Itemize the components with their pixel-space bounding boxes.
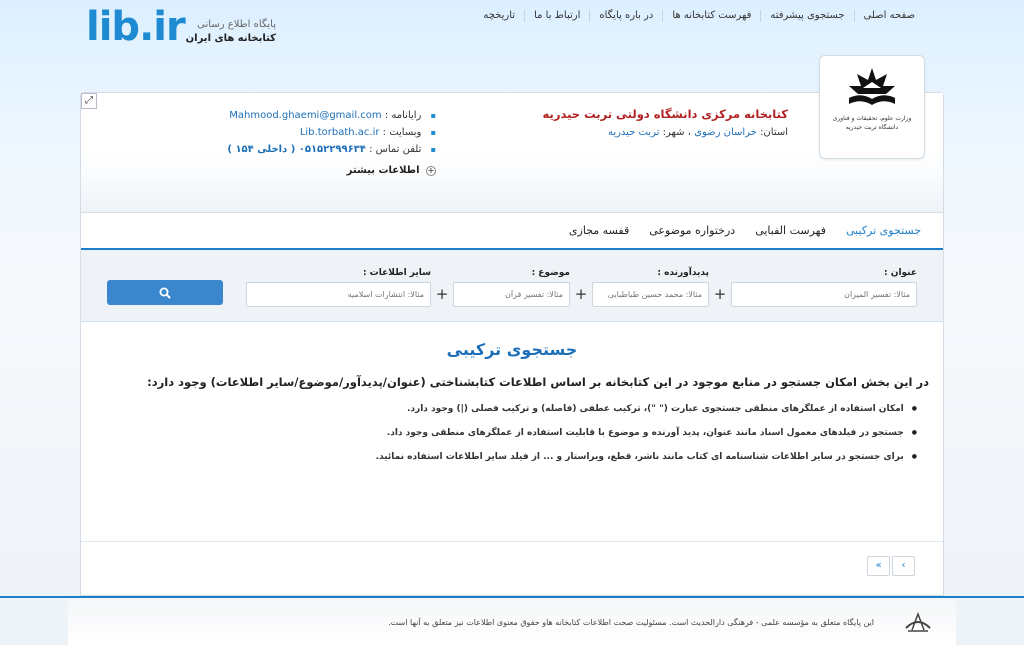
- site-logo[interactable]: [86, 4, 276, 54]
- contact-phone: ۰۵۱۵۲۲۹۹۶۳۴ ( داخلی ۱۵۴ ): [227, 144, 366, 155]
- contact-email[interactable]: Mahmood.ghaemi@gmail.com: [229, 110, 382, 121]
- search-icon: [159, 287, 171, 299]
- pager-prev-button[interactable]: ‹: [892, 556, 915, 576]
- library-name: کتابخانه مرکزی دانشگاه دولتی تربت حیدریه: [542, 107, 788, 121]
- pager-first-button[interactable]: «: [867, 556, 890, 576]
- search-form: [81, 250, 943, 322]
- pager-divider: [81, 541, 943, 542]
- page-footer: [68, 598, 956, 645]
- search-tabs: [81, 213, 943, 250]
- nav-library-list[interactable]: فهرست کتابخانه ها: [662, 10, 760, 22]
- library-province[interactable]: خراسان رضوی: [694, 127, 757, 138]
- other-info-input[interactable]: [246, 282, 431, 307]
- contact-phone-row: ▪ تلفن تماس : ۰۵۱۵۲۲۹۹۶۳۴ ( داخلی ۱۵۴ ): [226, 141, 436, 158]
- darolhadith-icon: [904, 610, 932, 637]
- tab-virtual-shelf[interactable]: قفسه مجازی: [568, 224, 630, 237]
- footer-text: این پایگاه متعلق به مؤسسه علمی - فرهنگی دارالحدیث است. مسئولیت صحت اطلاعات کتابخانه هاو حقوق معنوی اطلاعات نیز متعلق به آنها است.: [388, 618, 874, 627]
- tab-combined-search[interactable]: جستجوی ترکیبی: [846, 224, 921, 237]
- nav-home[interactable]: صفحه اصلی: [854, 10, 924, 22]
- list-item: ● امکان استفاده از عملگرهای منطقی جستجوی عبارت (" ")، ترکیب عطفی (فاصله) و ترکیب فصلی (|) وجود دارد.: [81, 397, 917, 421]
- main-panel: [80, 92, 944, 596]
- expand-icon[interactable]: ⤢: [81, 93, 97, 109]
- list-item: ● جستجو در فیلدهای معمول اسناد مانند عنوان، پدید آورنده و موضوع با قابلیت استفاده از عملگرهای منطقی وجود داد.: [81, 421, 917, 445]
- tab-alphabetical-list[interactable]: فهرست الفبایی: [755, 224, 826, 237]
- subject-field-group: [431, 268, 570, 308]
- subject-add-button[interactable]: +: [435, 285, 449, 303]
- content-title: جستجوی ترکیبی: [446, 340, 578, 359]
- library-location: استان: خراسان رضوی ، شهر: تربت حیدریه: [607, 127, 788, 138]
- author-add-button[interactable]: +: [574, 285, 588, 303]
- university-emblem-icon: [843, 66, 901, 110]
- library-city[interactable]: تربت حیدریه: [607, 127, 660, 138]
- pagination: [867, 556, 917, 576]
- help-content: [81, 322, 943, 469]
- tab-subject-tree[interactable]: درختواره موضوعی: [649, 224, 736, 237]
- subject-input[interactable]: [453, 282, 570, 307]
- logo-subtitle: [186, 18, 276, 46]
- plus-circle-icon: +: [427, 166, 435, 175]
- subject-label: موضوع :: [531, 268, 570, 278]
- logo-subtitle-line1: پایگاه اطلاع رسانی: [197, 19, 276, 30]
- top-navigation: [474, 10, 924, 22]
- contact-website[interactable]: Lib.torbath.ac.ir: [299, 127, 380, 138]
- content-intro: در این بخش امکان جستجو در منابع موجود در این کتابخانه بر اساس اطلاعات کتابشناختی (عنوان/پدیدآور/موضوع/سایر اطلاعات) وجود دارد:: [147, 375, 929, 389]
- title-field-group: [709, 268, 917, 308]
- author-input[interactable]: [592, 282, 709, 307]
- library-contact: [226, 107, 436, 179]
- search-button[interactable]: [107, 280, 223, 305]
- other-info-label: سایر اطلاعات :: [362, 268, 431, 278]
- library-header: [81, 93, 943, 213]
- contact-website-row: ▪ وبسایت : Lib.torbath.ac.ir: [226, 124, 436, 141]
- logo-subtitle-line2: کتابخانه های ایران: [185, 33, 276, 44]
- author-field-group: [570, 268, 709, 308]
- university-emblem: [819, 55, 925, 159]
- title-add-button[interactable]: +: [713, 285, 727, 303]
- nav-about[interactable]: در باره پایگاه: [589, 10, 662, 22]
- list-item: ● برای جستجو در سایر اطلاعات شناسنامه ای کتاب مانند ناشر، قطع، ویراستار و ... از فیلد سایر اطلاعات استفاده نمائید.: [81, 445, 917, 469]
- title-input[interactable]: [731, 282, 917, 307]
- other-info-field-group: [246, 268, 431, 308]
- author-label: پدیدآورنده :: [657, 268, 709, 278]
- nav-advanced-search[interactable]: جستجوی پیشرفته: [760, 10, 853, 22]
- logo-wordmark: lib.ir: [86, 4, 185, 50]
- nav-contact[interactable]: ارتباط با ما: [524, 10, 589, 22]
- more-info-link[interactable]: + اطلاعات بیشتر: [346, 165, 435, 176]
- title-label: عنوان :: [884, 268, 917, 278]
- library-info: [543, 107, 788, 138]
- contact-email-row: ▪ رایانامه : Mahmood.ghaemi@gmail.com: [226, 107, 436, 124]
- emblem-caption: وزارت علوم، تحقیقات و فناوری دانشگاه تربت حیدریه: [832, 115, 912, 131]
- nav-history[interactable]: تاریخچه: [483, 10, 516, 21]
- help-list: [81, 397, 943, 469]
